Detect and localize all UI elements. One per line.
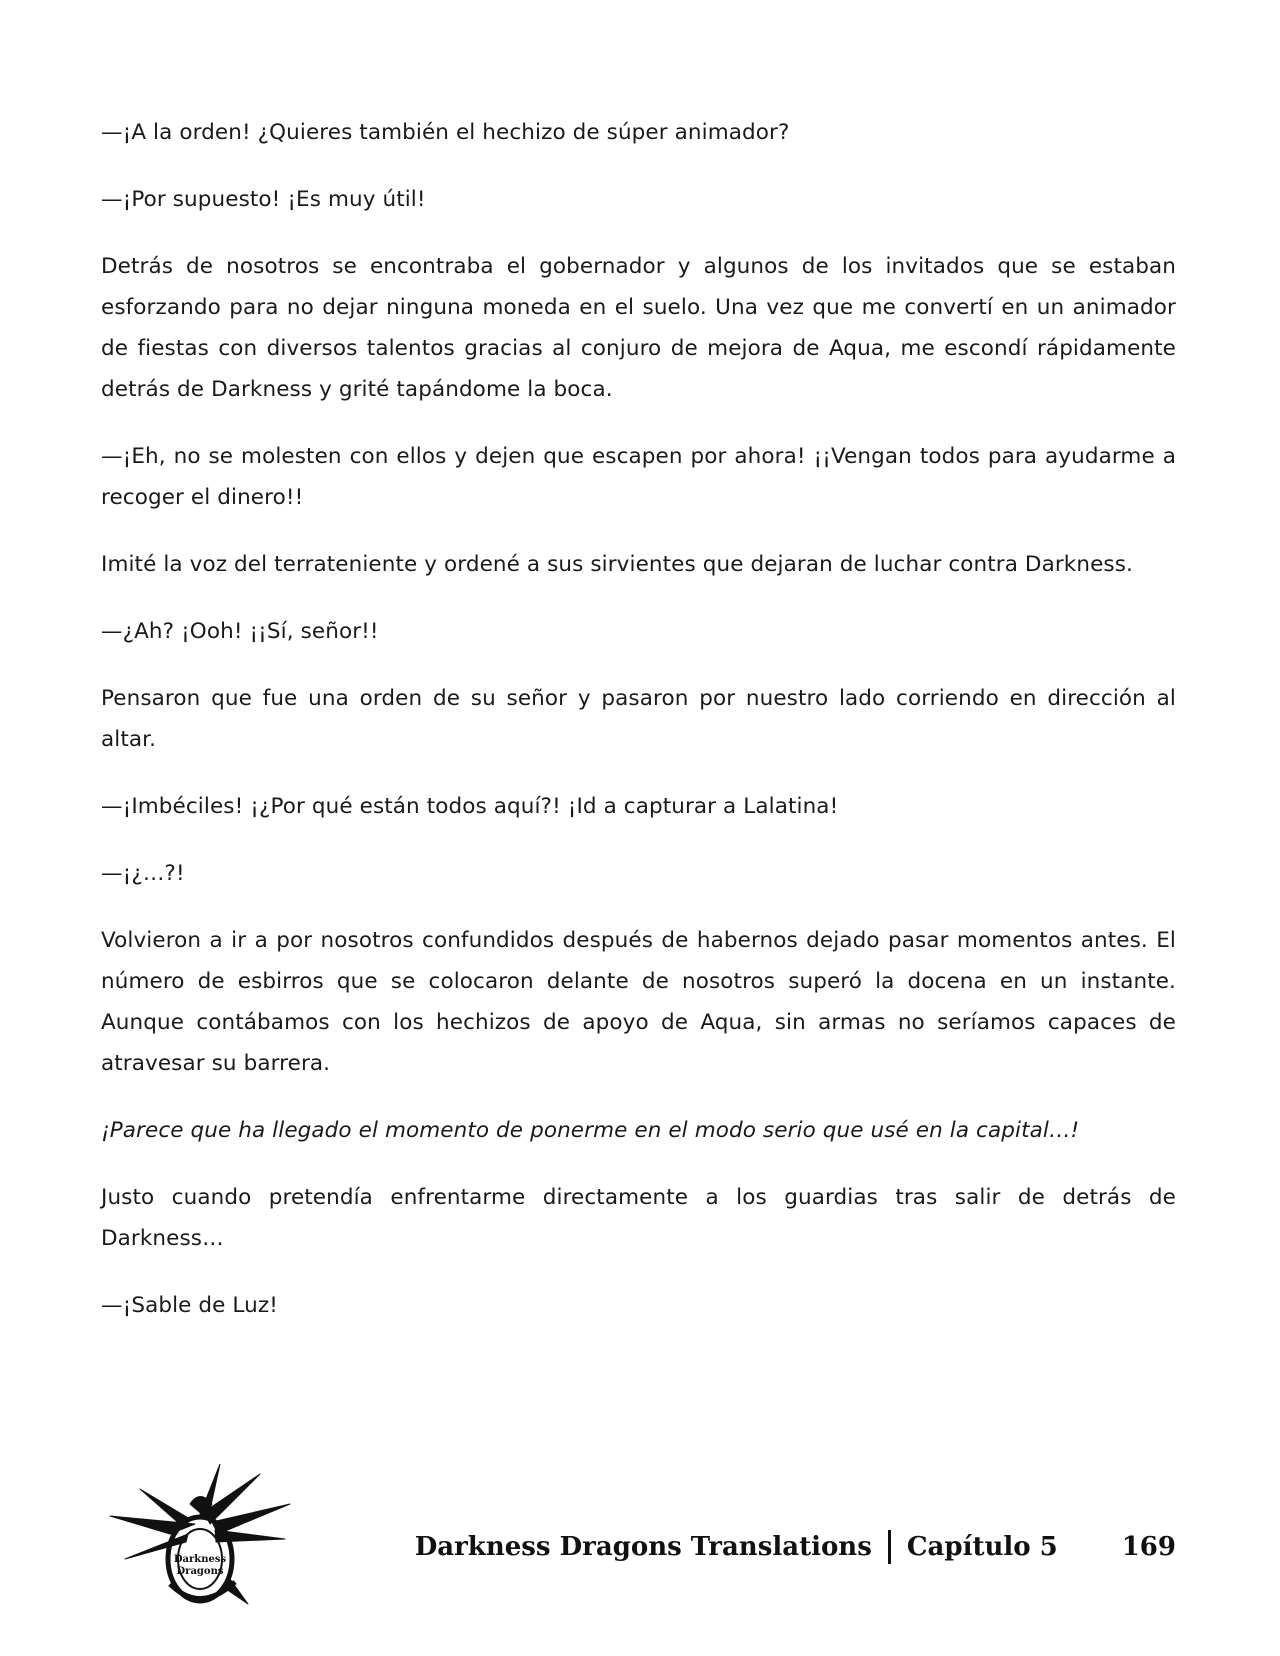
paragraph: Detrás de nosotros se encontraba el gobernador y algunos de los invitados que se estaban esforzando para no dejar ninguna moneda en el suelo. Una vez que me convertí en un animador de fiestas con diversos talentos gracias al conjuro de mejora de Aqua, me escondí rápidamente detrás de Darkness y grité tapándome la boca. bbox=[101, 254, 1176, 402]
paragraph: —¿Ah? ¡Ooh! ¡¡Sí, señor!! bbox=[101, 619, 379, 644]
logo-text-line2: Dragons bbox=[176, 1566, 224, 1577]
paragraph: —¡Eh, no se molesten con ellos y dejen que escapen por ahora! ¡¡Vengan todos para ayudarme a recoger el dinero!! bbox=[101, 444, 1176, 510]
footer-caption bbox=[415, 1522, 1176, 1572]
paragraph: Pensaron que fue una orden de su señor y pasaron por nuestro lado corriendo en dirección al altar. bbox=[101, 686, 1176, 752]
paragraph: Volvieron a ir a por nosotros confundidos después de habernos dejado pasar momentos antes. El número de esbirros que se colocaron delante de nosotros superó la docena en un instante. Aunque contábamos con los hechizos de apoyo de Aqua, sin armas no seríamos capaces de atravesar su barrera. bbox=[101, 928, 1176, 1076]
chapter-label: Capítulo 5 bbox=[906, 1532, 1058, 1562]
dragon-logo-icon bbox=[100, 1464, 300, 1614]
logo-text-line1: Darkness bbox=[173, 1554, 227, 1565]
page-footer bbox=[0, 1450, 1280, 1630]
footer-divider bbox=[888, 1530, 891, 1564]
paragraph: —¡¿…?! bbox=[101, 861, 185, 886]
group-name: Darkness Dragons Translations bbox=[414, 1532, 872, 1562]
page-number: 169 bbox=[1121, 1532, 1176, 1562]
paragraph: —¡Imbéciles! ¡¿Por qué están todos aquí?! ¡Id a capturar a Lalatina! bbox=[101, 794, 839, 819]
paragraph: —¡Por supuesto! ¡Es muy útil! bbox=[101, 187, 426, 212]
paragraph-italic-thought: ¡Parece que ha llegado el momento de ponerme en el modo serio que usé en la capital…! bbox=[101, 1118, 1080, 1143]
paragraph: Justo cuando pretendía enfrentarme directamente a los guardias tras salir de detrás de Darkness… bbox=[101, 1185, 1176, 1251]
paragraph: —¡Sable de Luz! bbox=[101, 1293, 278, 1318]
paragraph: Imité la voz del terrateniente y ordené a sus sirvientes que dejaran de luchar contra Darkness. bbox=[101, 552, 1133, 577]
paragraph: —¡A la orden! ¿Quieres también el hechizo de súper animador? bbox=[101, 120, 790, 145]
chapter-body bbox=[101, 112, 1176, 1352]
